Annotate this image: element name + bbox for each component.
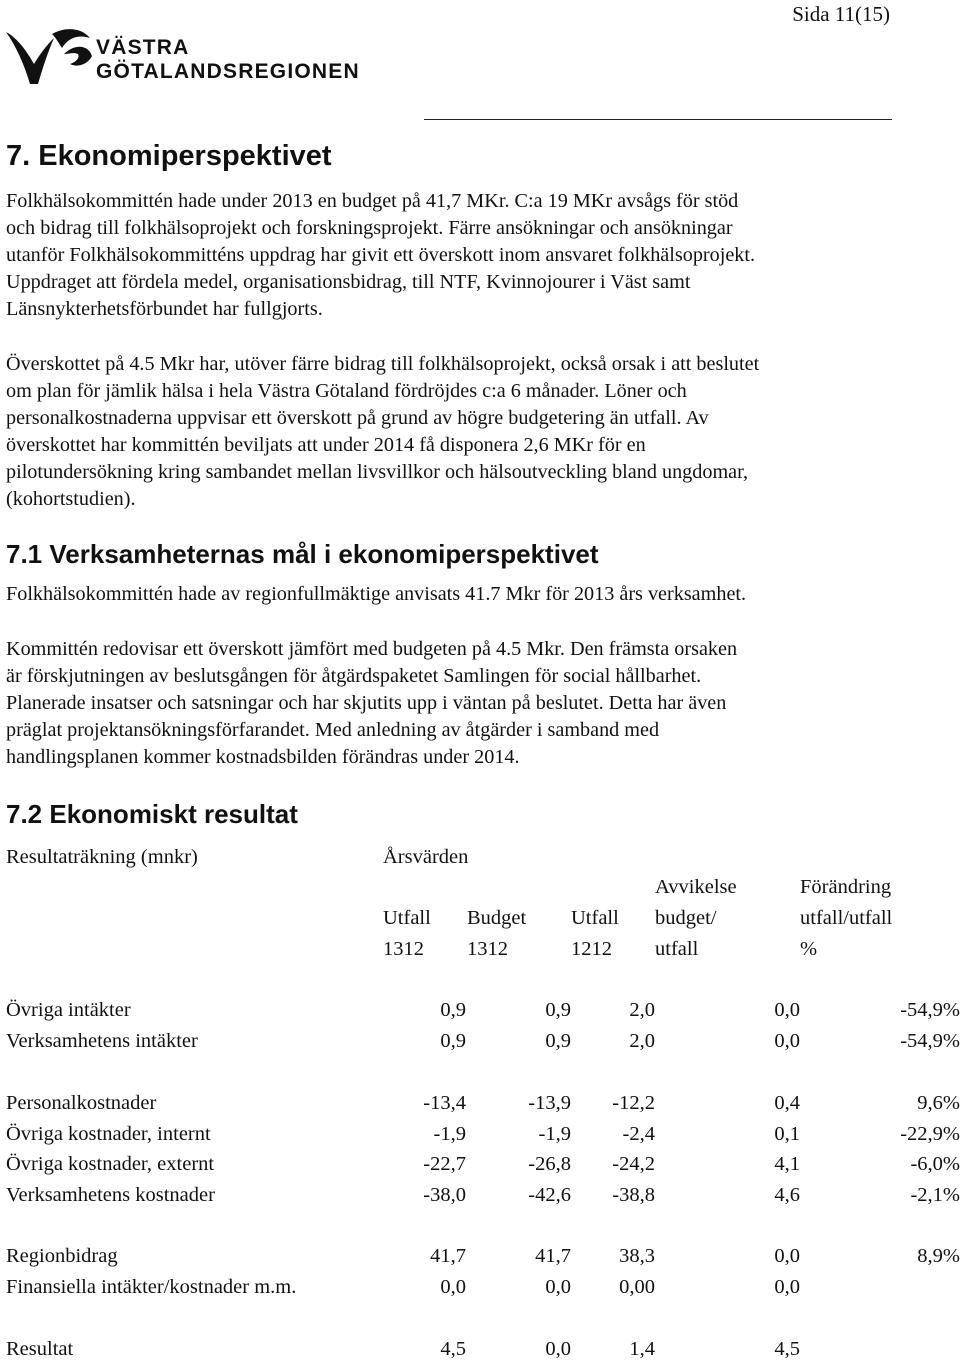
table-cell: -6,0% (910, 1153, 960, 1175)
col-header: 1312 (383, 938, 424, 960)
table-cell: 0,9 (545, 999, 571, 1021)
col-header: budget/ (655, 907, 717, 929)
table-cell: 0,4 (774, 1092, 800, 1114)
table-cell: 0,0 (545, 1338, 571, 1360)
logo-line-1: VÄSTRA (96, 36, 190, 59)
section-7-1-title: 7.1 Verksamheternas mål i ekonomiperspektivet (6, 539, 599, 569)
row-label: Övriga kostnader, externt (6, 1153, 215, 1175)
header-rule (424, 119, 892, 120)
text-line: utanför Folkhälsokommitténs uppdrag har givit ett överskott inom ansvaret folkhälsoprojekt. (6, 244, 756, 267)
text-line: Folkhälsokommittén hade under 2013 en budget på 41,7 MKr. C:a 19 MKr avsågs för stöd (6, 190, 739, 212)
row-label: Övriga intäkter (6, 999, 131, 1021)
table-cell: 4,6 (774, 1184, 800, 1206)
section-7-paragraph-1 (6, 188, 926, 323)
text-line: är förskjutningen av beslutsgången för åtgärdspaketet Samlingen för social hållbarhet. (6, 665, 702, 688)
table-cell: 0,00 (619, 1276, 655, 1298)
page-number: Sida 11(15) (792, 2, 890, 26)
table-cell: -54,9% (900, 1030, 960, 1052)
section-7-2-title: 7.2 Ekonomiskt resultat (6, 799, 298, 829)
vastra-gotalandsregionen-logo (4, 24, 364, 96)
text-line: överskottet har kommittén beviljats att under 2014 få disponera 2,6 MKr för en (6, 434, 646, 457)
table-cell: -2,1% (910, 1184, 960, 1206)
table-cell: 2,0 (629, 1030, 655, 1052)
text-line: Uppdraget att fördela medel, organisationsbidrag, till NTF, Kvinnojourer i Väst samt (6, 271, 691, 294)
text-line: Länsnykterhetsförbundet har fullgjorts. (6, 298, 323, 321)
table-cell: 0,1 (774, 1123, 800, 1145)
section-7-1-paragraph-1 (6, 581, 926, 608)
table-cell: -38,8 (612, 1184, 655, 1206)
table-cell: 0,9 (440, 1030, 466, 1052)
table-label: Resultaträkning (mnkr) (6, 846, 198, 868)
row-label: Verksamhetens intäkter (6, 1030, 198, 1052)
col-header: utfall/utfall (800, 907, 893, 929)
table-cell: 41,7 (430, 1245, 466, 1267)
text-line: (kohortstudien). (6, 488, 136, 511)
row-label: Övriga kostnader, internt (6, 1123, 211, 1145)
text-line: och bidrag till folkhälsoprojekt och forskningsprojekt. Färre ansökningar och ansökningar (6, 217, 733, 240)
col-header: Förändring (800, 876, 892, 898)
table-cell: -13,9 (528, 1092, 571, 1114)
table-cell: 8,9% (917, 1245, 960, 1267)
col-header: utfall (655, 938, 699, 960)
table-cell: 4,5 (774, 1338, 800, 1360)
table-cell: -24,2 (612, 1153, 655, 1175)
logo-line-2: GÖTALANDSREGIONEN (96, 60, 360, 83)
table-cell: -38,0 (423, 1184, 466, 1206)
table-group-header: Årsvärden (383, 846, 469, 868)
table-cell: 4,5 (440, 1338, 466, 1360)
row-label: Regionbidrag (6, 1245, 118, 1267)
table-cell: 38,3 (619, 1245, 655, 1267)
col-header: Avvikelse (655, 876, 737, 898)
table-cell: 41,7 (535, 1245, 571, 1267)
table-cell: -42,6 (528, 1184, 571, 1206)
table-cell: 0,0 (774, 1030, 800, 1052)
text-line: Överskottet på 4.5 Mkr har, utöver färre bidrag till folkhälsoprojekt, också orsak i att beslutet (6, 353, 760, 375)
text-line: Planerade insatser och satsningar och har skjutits upp i väntan på beslutet. Detta har även (6, 692, 727, 715)
table-cell: 0,0 (774, 1245, 800, 1267)
table-cell: 0,0 (774, 1276, 800, 1298)
col-header: Utfall (383, 907, 431, 929)
table-cell: 0,0 (774, 999, 800, 1021)
table-cell: -13,4 (423, 1092, 466, 1114)
table-cell: 2,0 (629, 999, 655, 1021)
col-header: Budget (467, 907, 527, 929)
row-label: Verksamhetens kostnader (6, 1184, 215, 1206)
table-cell: 9,6% (917, 1092, 960, 1114)
table-cell: -12,2 (612, 1092, 655, 1114)
table-cell: 0,9 (440, 999, 466, 1021)
row-label: Finansiella intäkter/kostnader m.m. (6, 1276, 297, 1298)
table-cell: 1,4 (629, 1338, 655, 1360)
table-cell: 4,1 (774, 1153, 800, 1175)
row-label: Personalkostnader (6, 1092, 157, 1114)
table-cell: -26,8 (528, 1153, 571, 1175)
table-cell: -1,9 (433, 1123, 466, 1145)
col-header: 1212 (571, 938, 612, 960)
text-line: Kommittén redovisar ett överskott jämfört med budgeten på 4.5 Mkr. Den främsta orsaken (6, 638, 738, 660)
section-7-title: 7. Ekonomiperspektivet (6, 140, 332, 172)
text-line: präglat projektansökningsförfarandet. Med anledning av åtgärder i samband med (6, 719, 660, 742)
section-7-1-paragraph-2 (6, 636, 926, 771)
text-line: pilotundersökning kring sambandet mellan livsvillkor och hälsoutveckling bland ungdomar, (6, 461, 749, 484)
table-cell: 0,9 (545, 1030, 571, 1052)
table-cell: 0,0 (440, 1276, 466, 1298)
table-cell: -1,9 (538, 1123, 571, 1145)
table-cell: -22,9% (900, 1123, 960, 1145)
table-cell: 0,0 (545, 1276, 571, 1298)
text-line: Folkhälsokommittén hade av regionfullmäktige anvisats 41.7 Mkr för 2013 års verksamhet. (6, 583, 747, 605)
row-label: Resultat (6, 1338, 74, 1360)
col-header: 1312 (467, 938, 508, 960)
logo-mark-icon (6, 29, 92, 84)
section-7-paragraph-2 (6, 351, 926, 514)
col-header: % (800, 938, 818, 960)
table-cell: -22,7 (423, 1153, 466, 1175)
text-line: personalkostnaderna uppvisar ett överskott på grund av högre budgetering än utfall. Av (6, 407, 709, 430)
table-cell: -54,9% (900, 999, 960, 1021)
table-cell: -2,4 (622, 1123, 655, 1145)
text-line: handlingsplanen kommer kostnadsbilden förändras under 2014. (6, 746, 520, 769)
col-header: Utfall (571, 907, 619, 929)
text-line: om plan för jämlik hälsa i hela Västra Götaland fördröjdes c:a 6 månader. Löner och (6, 380, 687, 403)
